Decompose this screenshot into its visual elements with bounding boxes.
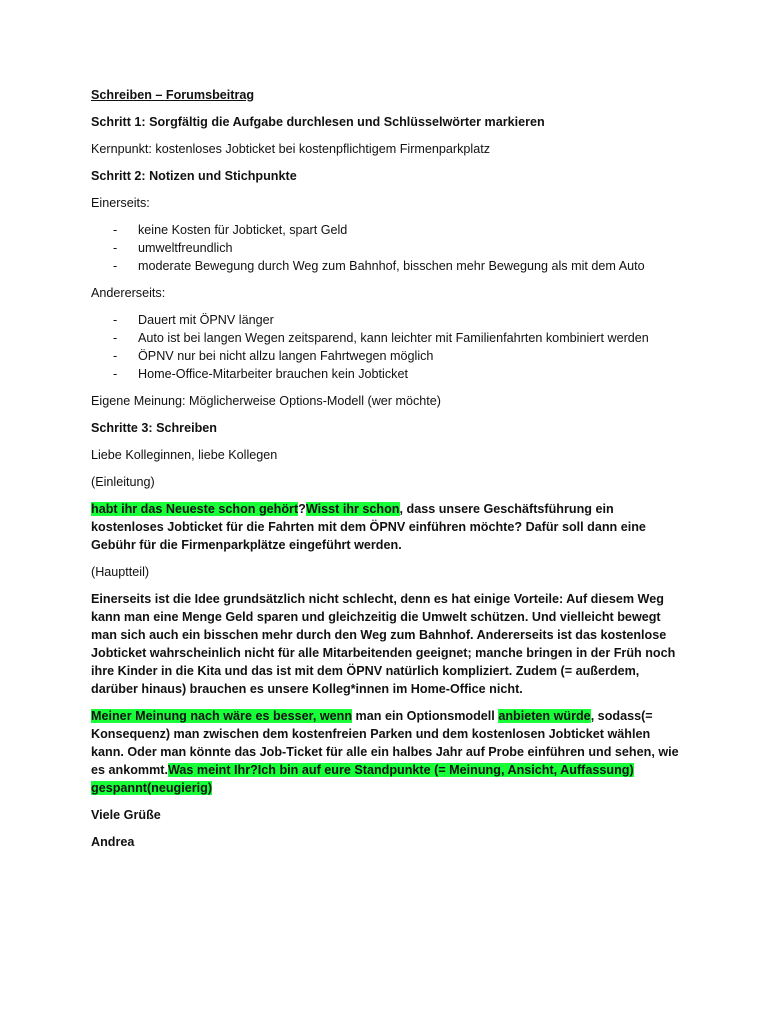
hauptteil-label: (Hauptteil) (91, 565, 150, 579)
list-item: - ÖPNV nur bei nicht allzu langen Fahrtwegen möglich (91, 347, 681, 365)
document-title: Schreiben – Forumsbeitrag (91, 88, 255, 102)
greeting-line: Liebe Kolleginnen, liebe Kollegen (91, 448, 278, 462)
einerseits-list (91, 221, 681, 275)
highlight-phrase: habt ihr das Neueste schon gehört (91, 502, 299, 516)
schluss-text: , sodass(= Konsequenz) man zwischen dem kostenfreien Parken und dem kostenlosen Jobticket wählen kann. Oder man könnte das Job-Ticket für alle ein halbes Jahr auf Probe einführen und sehen, wie es ankommt. (91, 709, 679, 777)
andererseits-label: Andererseits: (91, 286, 166, 300)
list-item: - Dauert mit ÖPNV länger (91, 311, 681, 329)
highlight-phrase: Was meint Ihr?Ich bin auf eure Standpunkte (= Meinung, Ansicht, Auffassung) gespannt(neugierig) (91, 763, 634, 795)
schluss-text: man ein Optionsmodell (352, 709, 499, 723)
highlight-phrase: Wisst ihr schon (305, 502, 400, 516)
list-item: - keine Kosten für Jobticket, spart Geld (91, 221, 681, 239)
step-3-heading: Schritte 3: Schreiben (91, 421, 217, 435)
schluss-paragraph (91, 707, 681, 797)
einleitung-label: (Einleitung) (91, 475, 155, 489)
einerseits-label: Einerseits: (91, 196, 150, 210)
einleitung-text: , dass unsere Geschäftsführung ein kostenloses Jobticket für die Fahrten mit dem ÖPNV einführen möchte? Dafür soll dann eine Gebühr für die Firmenparkplätze eingeführt werden. (91, 502, 646, 552)
step-1-heading: Schritt 1: Sorgfältig die Aufgabe durchlesen und Schlüsselwörter markieren (91, 115, 545, 129)
list-item: - moderate Bewegung durch Weg zum Bahnhof, bisschen mehr Bewegung als mit dem Auto (91, 257, 681, 275)
einleitung-paragraph (91, 500, 681, 554)
list-item: - Auto ist bei langen Wegen zeitsparend, kann leichter mit Familienfahrten kombiniert werden (91, 329, 681, 347)
kernpunkt-line: Kernpunkt: kostenloses Jobticket bei kostenpflichtigem Firmenparkplatz (91, 142, 490, 156)
highlight-phrase: anbieten würde (498, 709, 591, 723)
andererseits-list (91, 311, 681, 383)
hauptteil-paragraph: Einerseits ist die Idee grundsätzlich nicht schlecht, denn es hat einige Vorteile: Auf diesem Weg kann man eine Menge Geld sparen und gleichzeitig die Umwelt schützen. Und vielleicht bewegt man sich auch ein bisschen mehr durch den Weg zum Bahnhof. Andererseits ist das kostenlose Jobticket wahrscheinlich nicht für alle Mitarbeitenden geeignet; manche bringen in der Früh noch ihre Kinder in die Kita und das ist mit dem ÖPNV natürlich kompliziert. Zudem (= außerdem, darüber hinaus) brauchen es unsere Kolleg*innen im Home-Office nicht. (91, 592, 676, 696)
question-mark: ? (298, 502, 306, 516)
highlight-phrase: Meiner Meinung nach wäre es besser, wenn (91, 709, 353, 723)
list-item: - Home-Office-Mitarbeiter brauchen kein Jobticket (91, 365, 681, 383)
list-item: - umweltfreundlich (91, 239, 681, 257)
signature: Andrea (91, 835, 135, 849)
closing-line: Viele Grüße (91, 808, 161, 822)
eigene-meinung-line: Eigene Meinung: Möglicherweise Options-Modell (wer möchte) (91, 394, 441, 408)
step-2-heading: Schritt 2: Notizen und Stichpunkte (91, 169, 297, 183)
document-body (91, 86, 681, 860)
